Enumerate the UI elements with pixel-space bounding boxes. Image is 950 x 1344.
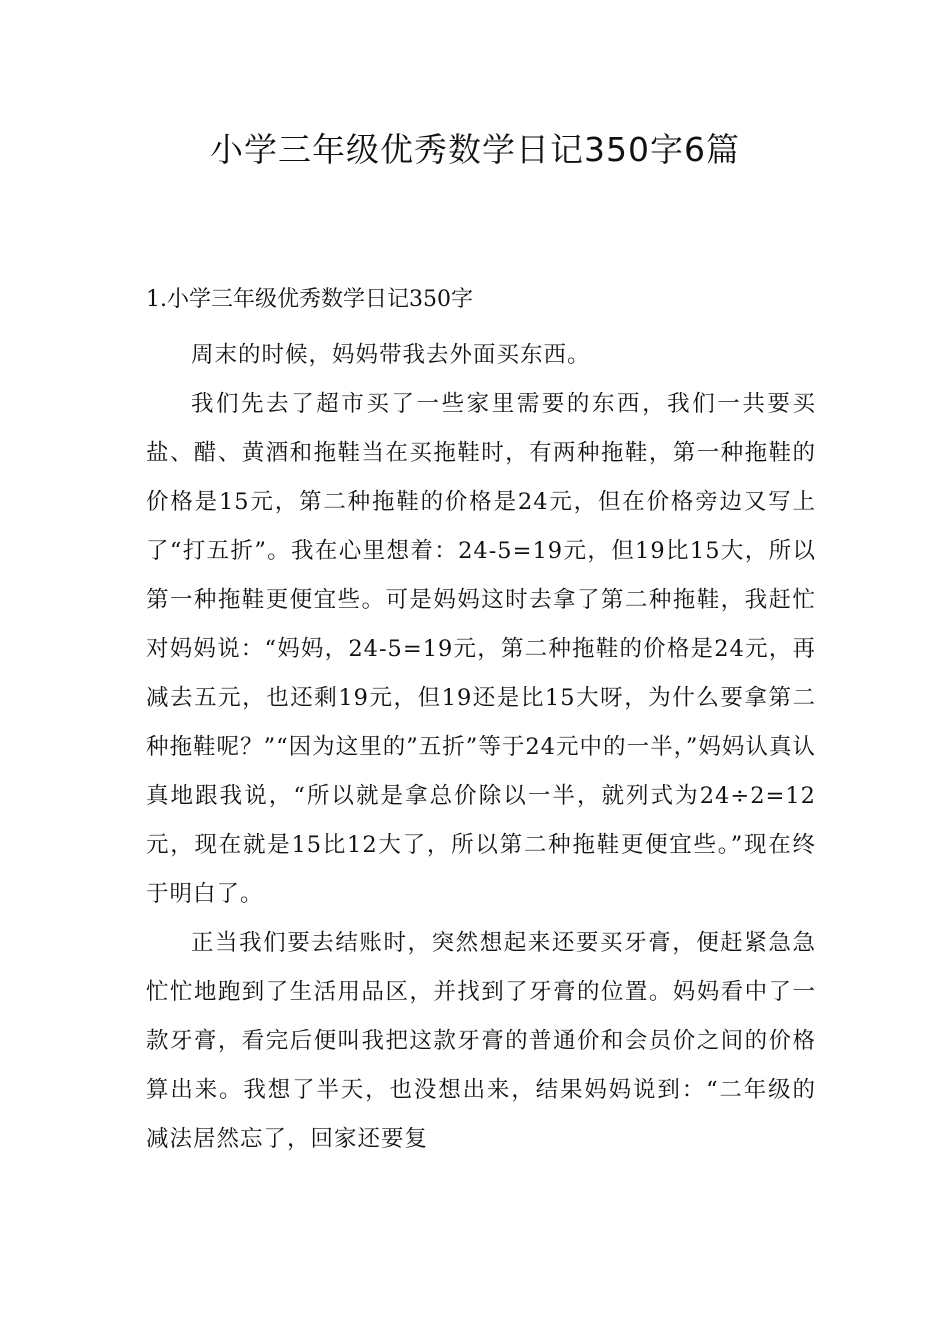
section-heading: 1.小学三年级优秀数学日记350字 xyxy=(146,287,473,312)
diary-body xyxy=(146,331,816,1164)
document-title: 小学三年级优秀数学日记350字6篇 xyxy=(210,130,740,169)
paragraph-3: 正当我们要去结账时，突然想起来还要买牙膏，便赶紧急急忙忙地跑到了生活用品区，并找到了牙膏的位置。妈妈看中了一款牙膏，看完后便叫我把这款牙膏的普通价和会员价之间的价格算出来。我想了半天，也没想出来，结果妈妈说到：“二年级的减法居然忘了，回家还要复 xyxy=(146,930,816,1152)
paragraph-2: 我们先去了超市买了一些家里需要的东西，我们一共要买盐、醋、黄酒和拖鞋当在买拖鞋时，有两种拖鞋，第一种拖鞋的价格是15元，第二种拖鞋的价格是24元，但在价格旁边又写上了“打五折”。我在心里想着：24-5=19元，但19比15大，所以第一种拖鞋更便宜些。可是妈妈这时去拿了第二种拖鞋，我赶忙对妈妈说：“妈妈，24-5=19元，第二种拖鞋的价格是24元，再减去五元，也还剩19元，但19还是比15大呀，为什么要拿第二种拖鞋呢？”“因为这里的”五折”等于24元中的一半，”妈妈认真认真地跟我说，“所以就是拿总价除以一半，就列式为24÷2=12元，现在就是15比12大了，所以第二种拖鞋更便宜些。”现在终于明白了。 xyxy=(146,391,816,907)
paragraph-1: 周末的时候，妈妈带我去外面买东西。 xyxy=(191,342,591,368)
